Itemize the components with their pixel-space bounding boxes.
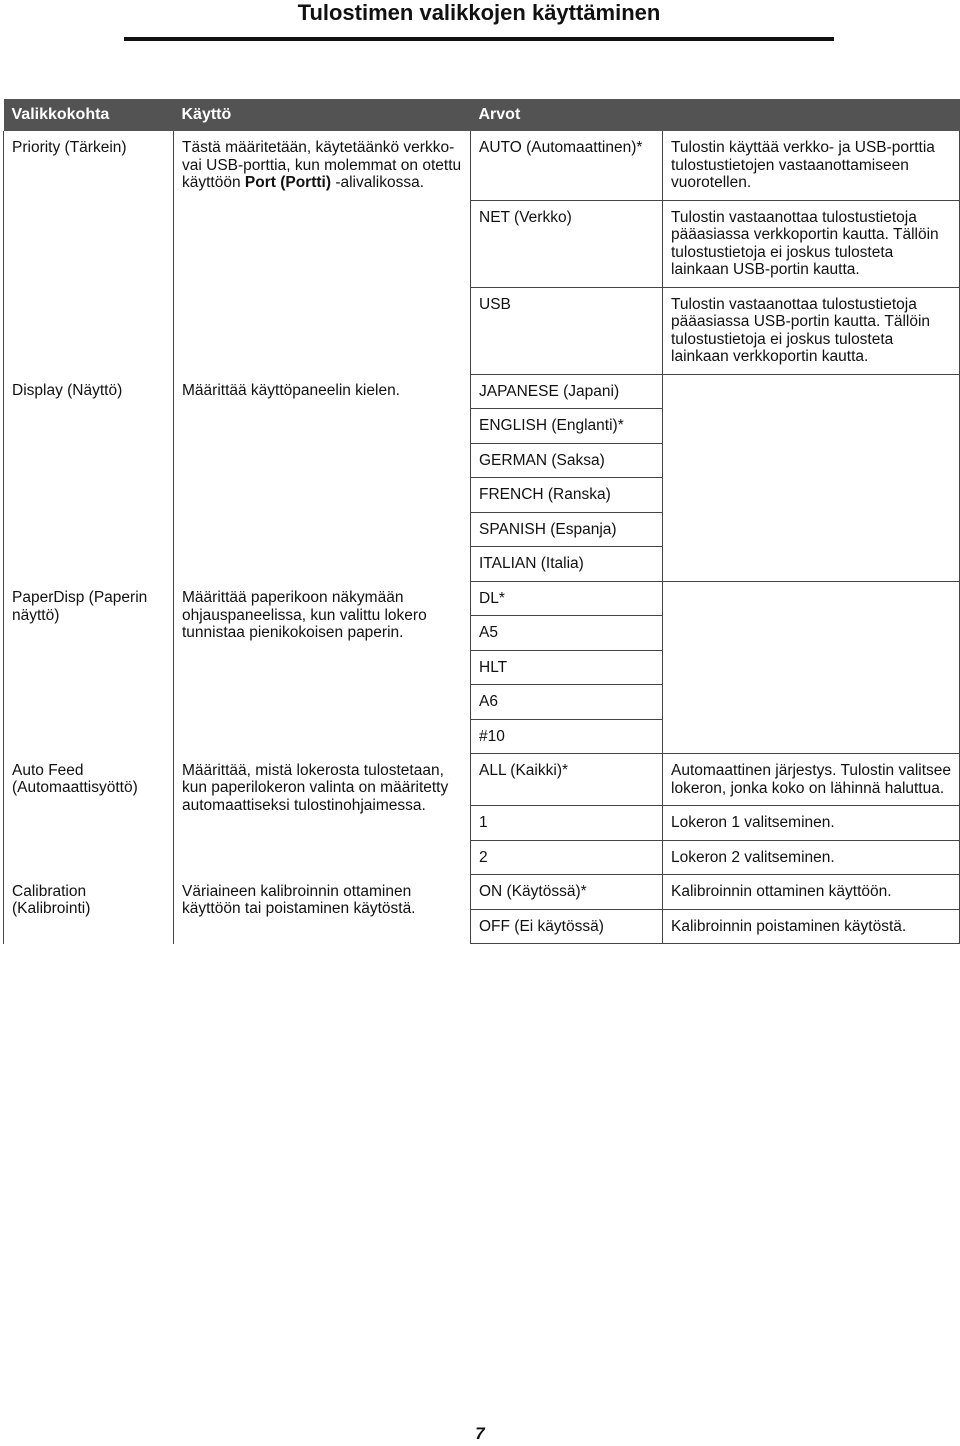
- item-priority: Priority (Tärkein): [4, 131, 174, 374]
- usage-bold-text: Port (Portti): [244, 174, 332, 191]
- title-rule: [124, 37, 834, 41]
- item-display: Display (Näyttö): [4, 374, 174, 581]
- value-cell: OFF (Ei käytössä): [471, 909, 663, 944]
- value-cell: USB: [471, 287, 663, 374]
- usage-paperdisp: Määrittää paperikoon näkymään ohjauspaneelissa, kun valittu lokero tunnistaa pienikokoisen paperin.: [174, 581, 471, 754]
- header-menu-item: Valikkokohta: [4, 99, 174, 131]
- value-cell: ON (Käytössä)*: [471, 875, 663, 910]
- value-cell: A6: [471, 685, 663, 720]
- value-cell: JAPANESE (Japani): [471, 374, 663, 409]
- value-cell: AUTO (Automaattinen)*: [471, 131, 663, 200]
- description-cell: Tulostin käyttää verkko- ja USB-porttia tulostustietojen vastaanottamiseen vuorotellen.: [663, 131, 960, 200]
- usage-text: Tästä määritetään, käytetäänkö verkko- vai USB-porttia, kun molemmat on otettu käyttöön: [182, 139, 462, 191]
- table-row: [4, 875, 960, 910]
- item-autofeed: Auto Feed (Automaattisyöttö): [4, 754, 174, 875]
- description-cell: Kalibroinnin ottaminen käyttöön.: [663, 875, 960, 910]
- value-cell: A5: [471, 616, 663, 651]
- usage-priority: [174, 131, 471, 374]
- table-row: [4, 374, 960, 409]
- page-title: Tulostimen valikkojen käyttäminen: [297, 0, 661, 25]
- usage-autofeed: Määrittää, mistä lokerosta tulostetaan, kun paperilokeron valinta on määritetty automaattiseksi tulostinohjaimessa.: [174, 754, 471, 875]
- value-cell: ENGLISH (Englanti)*: [471, 409, 663, 444]
- item-calibration: Calibration (Kalibrointi): [4, 875, 174, 944]
- value-cell: 2: [471, 840, 663, 875]
- page-number: 7: [475, 1424, 485, 1443]
- value-cell: 1: [471, 806, 663, 841]
- description-cell: Tulostin vastaanottaa tulostustietoja pääasiassa USB-portin kautta. Tällöin tulostustietoja ei joskus tulosteta lainkaan verkkoportin kautta.: [663, 287, 960, 374]
- value-cell: GERMAN (Saksa): [471, 443, 663, 478]
- description-cell-empty: [663, 581, 960, 754]
- usage-text: -alivalikossa.: [331, 174, 425, 191]
- description-cell: Automaattinen järjestys. Tulostin valitsee lokeron, jonka koko on lähinnä haluttua.: [663, 754, 960, 806]
- header-row: [4, 99, 960, 131]
- value-cell: ALL (Kaikki)*: [471, 754, 663, 806]
- value-cell: DL*: [471, 581, 663, 616]
- usage-calibration: Väriaineen kalibroinnin ottaminen käyttöön tai poistaminen käytöstä.: [174, 875, 471, 944]
- value-cell: SPANISH (Espanja): [471, 512, 663, 547]
- value-cell: HLT: [471, 650, 663, 685]
- value-cell: FRENCH (Ranska): [471, 478, 663, 513]
- value-cell: NET (Verkko): [471, 200, 663, 287]
- usage-display: Määrittää käyttöpaneelin kielen.: [174, 374, 471, 581]
- header-usage: Käyttö: [174, 99, 471, 131]
- description-cell: Tulostin vastaanottaa tulostustietoja pääasiassa verkkoportin kautta. Tällöin tulostustietoja ei joskus tulosteta lainkaan USB-portin kautta.: [663, 200, 960, 287]
- header-values: Arvot: [471, 99, 960, 131]
- value-cell: #10: [471, 719, 663, 754]
- table-row: [4, 581, 960, 616]
- description-cell-empty: [663, 374, 960, 581]
- table-row: [4, 754, 960, 806]
- description-cell: Kalibroinnin poistaminen käytöstä.: [663, 909, 960, 944]
- item-paperdisp: PaperDisp (Paperin näyttö): [4, 581, 174, 754]
- value-cell: ITALIAN (Italia): [471, 547, 663, 582]
- menu-table: [3, 99, 960, 944]
- description-cell: Lokeron 2 valitseminen.: [663, 840, 960, 875]
- description-cell: Lokeron 1 valitseminen.: [663, 806, 960, 841]
- table-row: [4, 131, 960, 200]
